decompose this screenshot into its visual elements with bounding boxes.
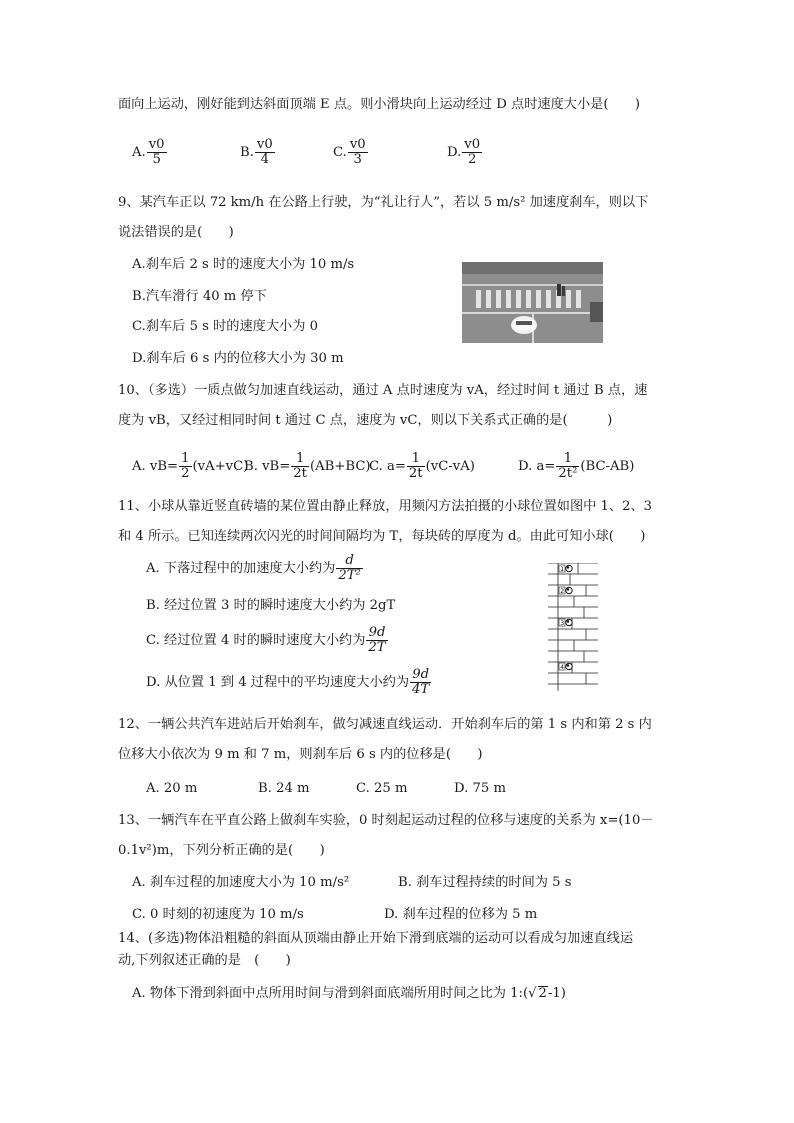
fraction: $\frac{9d}{2T}$ <box>368 625 386 655</box>
crosswalk-photo <box>462 262 603 343</box>
marker-4: 4 <box>560 663 565 671</box>
fraction: $\frac{1}{\text{2t²}}$ <box>558 451 578 481</box>
q10-stem-line1: 10、（多选）一质点做匀加速直线运动，通过 A 点时速度为 vA，经过时间 t 通过 B 点，速 <box>118 383 648 398</box>
q11-option-b[interactable]: B. 经过位置 3 时的瞬时速度大小约为 2gT <box>146 598 396 613</box>
q10-option-b[interactable]: B. vB= $\frac{1}{2t}$ (AB+BC) <box>244 451 371 481</box>
q11-option-c[interactable]: C. 经过位置 4 时的瞬时速度大小约为 $\frac{9d}{2T}$ <box>146 625 386 655</box>
fraction: $\frac{v0}{3}$ <box>349 137 366 167</box>
q12-option-d[interactable]: D. 75 m <box>454 781 506 796</box>
q11-stem-line1: 11、小球从靠近竖直砖墙的某位置由静止释放，用频闪方法拍摄的小球位置如图中 1、2、3 <box>118 499 653 514</box>
q8-tail-text: 面向上运动，刚好能到达斜面顶端 E 点。则小滑块向上运动经过 D 点时速度大小是( ) <box>118 97 641 112</box>
fraction: $\frac{1}{2}$ <box>181 451 190 481</box>
q10-option-c[interactable]: C. a= $\frac{1}{2t}$ (vC-vA) <box>369 451 475 481</box>
q14-stem-line1: 14、(多选)物体沿粗糙的斜面从顶端由静止开始下滑到底端的运动可以看成匀加速直线运 <box>118 931 634 946</box>
q12-stem-line1: 12、一辆公共汽车进站后开始刹车，做匀减速直线运动．开始刹车后的第 1 s 内和第 2 s 内 <box>118 717 652 732</box>
fraction: $\frac{v0}{5}$ <box>148 137 165 167</box>
q9-option-d[interactable]: D.刹车后 6 s 内的位移大小为 30 m <box>132 351 344 366</box>
q8-option-b[interactable]: B. $\frac{v0}{4}$ <box>240 137 273 167</box>
q12-option-a[interactable]: A. 20 m <box>146 781 198 796</box>
q9-option-b[interactable]: B.汽车滑行 40 m 停下 <box>132 289 267 304</box>
q13-option-b[interactable]: B. 刹车过程持续的时间为 5 s <box>398 875 572 890</box>
q11-stem-line2: 和 4 所示。已知连续两次闪光的时间间隔均为 T，每块砖的厚度为 d。由此可知小球( ) <box>118 529 646 544</box>
fraction: $\frac{v0}{2}$ <box>464 137 481 167</box>
fraction: $\frac{9d}{4T}$ <box>412 667 430 697</box>
q13-option-c[interactable]: C. 0 时刻的初速度为 10 m/s <box>132 907 304 922</box>
sqrt-symbol: √ <box>528 986 537 1001</box>
q13-option-d[interactable]: D. 刹车过程的位移为 5 m <box>384 907 538 922</box>
q8-option-a[interactable]: A. $\frac{v0}{5}$ <box>132 137 165 167</box>
q13-stem-line1: 13、一辆汽车在平直公路上做刹车实验，0 时刻起运动过程的位移与速度的关系为 x=(10－ <box>118 813 654 828</box>
q14-option-a[interactable]: A. 物体下滑到斜面中点所用时间与滑到斜面底端所用时间之比为 1:(√ 2-1) <box>132 986 566 1001</box>
q9-option-a[interactable]: A.刹车后 2 s 时的速度大小为 10 m/s <box>132 257 355 272</box>
marker-3: 3 <box>560 619 565 627</box>
fraction: $\frac{1}{2t}$ <box>408 451 423 481</box>
fraction: $\frac{1}{2t}$ <box>293 451 307 481</box>
brick-wall-figure <box>548 563 598 691</box>
marker-1: 1 <box>560 565 565 573</box>
q11-option-d[interactable]: D. 从位置 1 到 4 过程中的平均速度大小约为 $\frac{9d}{4T}$ <box>146 667 430 697</box>
q10-option-a[interactable]: A. vB= $\frac{1}{2}$ (vA+vC) <box>132 451 249 481</box>
q14-stem-line2: 动,下列叙述正确的是 ( ) <box>118 953 291 968</box>
q8-option-d[interactable]: D. $\frac{v0}{2}$ <box>447 137 481 167</box>
q8-option-c[interactable]: C. $\frac{v0}{3}$ <box>333 137 366 167</box>
fraction: $\frac{v0}{4}$ <box>256 137 273 167</box>
marker-2: 2 <box>560 587 565 595</box>
q9-stem-line2: 说法错误的是( ) <box>118 225 234 240</box>
q13-stem-line2: 0.1v²)m，下列分析正确的是( ) <box>118 843 325 858</box>
q10-option-d[interactable]: D. a= $\frac{1}{\text{2t²}}$ (BC-AB) <box>518 451 635 481</box>
q13-option-a[interactable]: A. 刹车过程的加速度大小为 10 m/s² <box>132 875 350 890</box>
q10-stem-line2: 度为 vB，又经过相同时间 t 通过 C 点，速度为 vC，则以下关系式正确的是( ) <box>118 413 613 428</box>
q12-option-b[interactable]: B. 24 m <box>258 781 310 796</box>
q12-option-c[interactable]: C. 25 m <box>356 781 408 796</box>
q12-stem-line2: 位移大小依次为 9 m 和 7 m，则刹车后 6 s 内的位移是( ) <box>118 747 483 762</box>
fraction: $\frac{d}{\text{2T²}}$ <box>338 553 361 583</box>
q11-option-a[interactable]: A. 下落过程中的加速度大小约为 $\frac{d}{\text{2T²}}$ <box>146 553 361 583</box>
q9-option-c[interactable]: C.刹车后 5 s 时的速度大小为 0 <box>132 319 319 334</box>
q9-stem-line1: 9、某汽车正以 72 km/h 在公路上行驶，为“礼让行人”，若以 5 m/s² 加速度刹车，则以下 <box>118 195 649 210</box>
